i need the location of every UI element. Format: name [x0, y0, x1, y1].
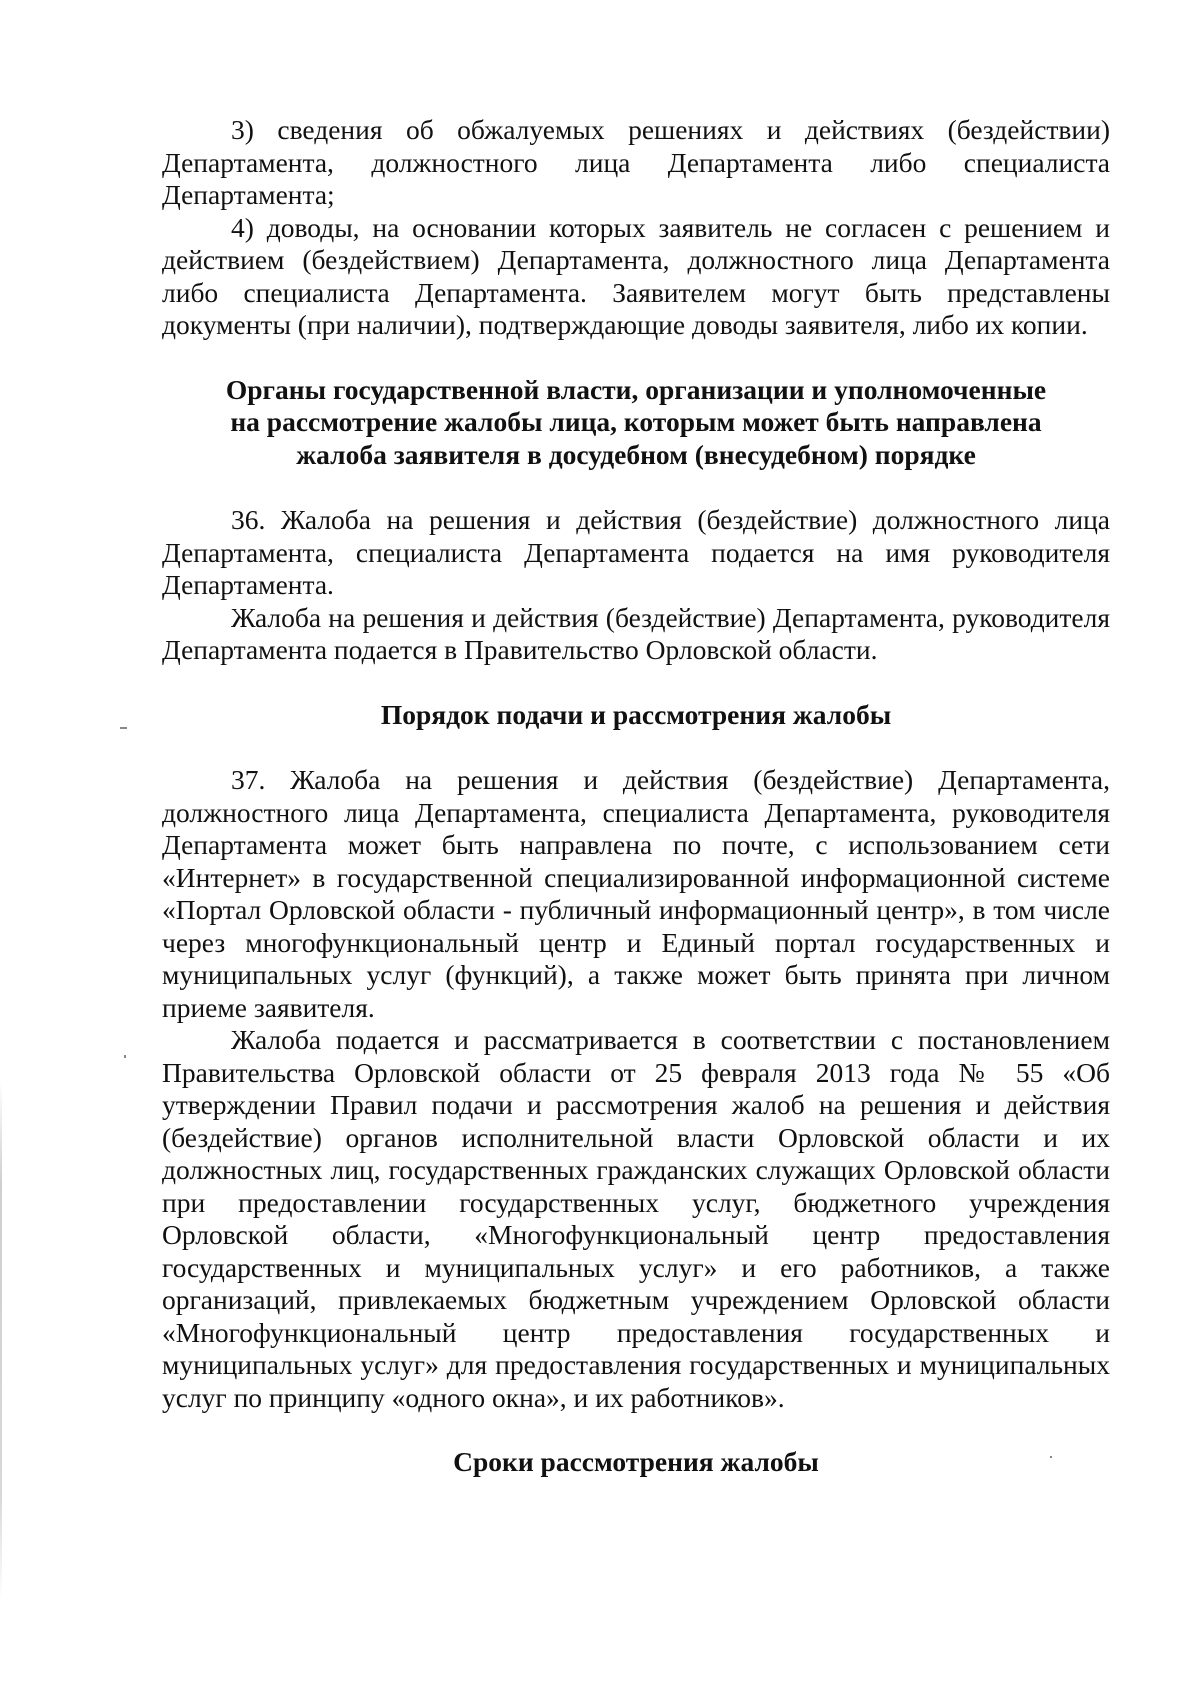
scan-dot: [120, 727, 127, 729]
paragraph-36: 36. Жалоба на решения и действия (бездействие) должностного лица Департамента, специалиста Департамента подается на имя руководителя Департамента.: [162, 504, 1110, 600]
paragraph-item-4: 4) доводы, на основании которых заявитель не согласен с решением и действием (бездействием) Департамента, должностного лица Департамента либо специалиста Департамента. Заявителем могут быть представлены документы (при наличии), подтверждающие доводы заявителя, либо их копии.: [162, 211, 1110, 340]
scan-dot: [124, 1055, 126, 1058]
section-heading-procedure: Порядок подачи и рассмотрения жалобы: [380, 698, 892, 730]
paragraph-item-3: 3) сведения об обжалуемых решениях и действиях (бездействии) Департамента, должностного лица Департамента либо специалиста Департамента;: [162, 114, 1110, 210]
heading-line: Органы государственной власти, организации и уполномоченные: [225, 373, 1047, 405]
paragraph-37: 37. Жалоба на решения и действия (бездействие) Департамента, должностного лица Департамента, специалиста Департамента, руководителя Департамента может быть направлена по почте, с использованием сети «Интернет» в государственной специализированной информационной системе «Портал Орловской области - публичный информационный центр», в том числе через многофункциональный центр и Единый портал государственных и муниципальных услуг (функций), а также может быть принята при личном приеме заявителя.: [162, 764, 1110, 1023]
section-heading-bodies: [162, 374, 1110, 472]
heading-line: на рассмотрение жалобы лица, которым может быть направлена: [230, 406, 1042, 437]
paragraph-37-resolution: Жалоба подается и рассматривается в соответствии с постановлением Правительства Орловской области от 25 февраля 2013 года № 55 «Об утверждении Правил подачи и рассмотрения жалоб на решения и действия (бездействие) органов исполнительной власти Орловской области и их должностных лиц, государственных гражданских служащих Орловской области при предоставлении государственных услуг, бюджетного учреждения Орловской области, «Многофункциональный центр предоставления государственных и муниципальных услуг» и его работников, а также организаций, привлекаемых бюджетным учреждением Орловской области «Многофункциональный центр предоставления государственных и муниципальных услуг» для предоставления государственных и муниципальных услуг по принципу «одного окна», и их работников».: [162, 1024, 1110, 1413]
scan-edge-shadow: [0, 1080, 2, 1600]
heading-line: жалоба заявителя в досудебном (внесудебном) порядке: [296, 438, 976, 470]
section-heading-terms: Сроки рассмотрения жалобы: [453, 1446, 819, 1477]
paragraph-36-complaint: Жалоба на решения и действия (бездействие) Департамента, руководителя Департамента подается в Правительство Орловской области.: [162, 601, 1110, 665]
document-body: [162, 114, 1110, 1479]
